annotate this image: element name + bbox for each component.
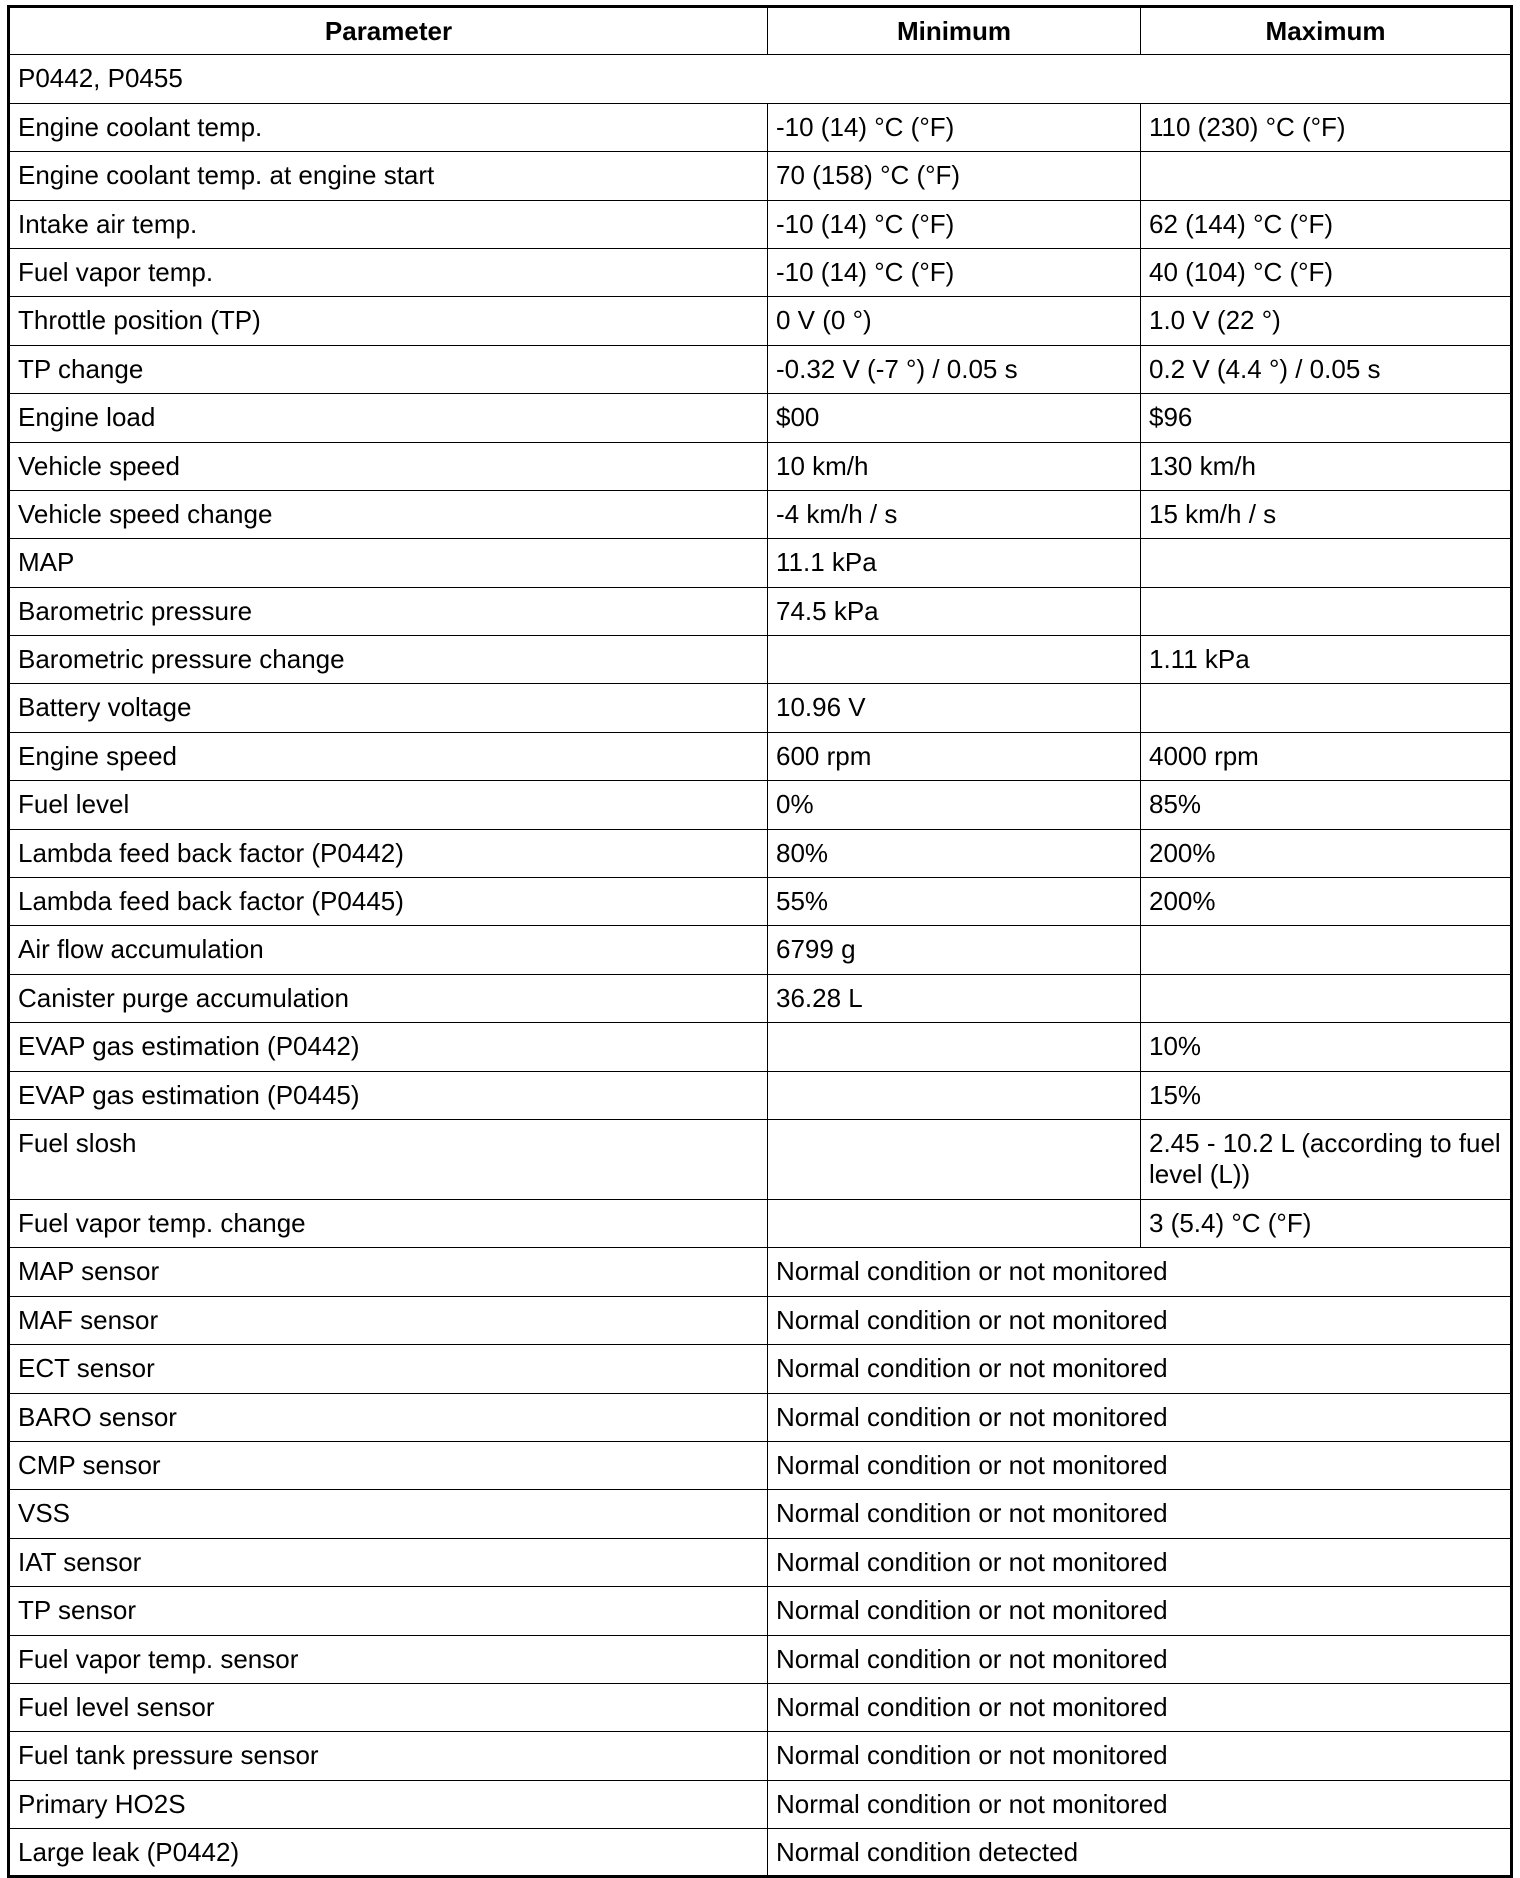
table-row	[9, 1119, 1512, 1199]
table-header-row	[9, 7, 1512, 55]
table-row	[9, 1441, 1512, 1489]
cell-maximum: 4000 rpm	[1141, 732, 1512, 780]
cell-parameter: Vehicle speed	[9, 442, 768, 490]
cell-parameter: Barometric pressure change	[9, 636, 768, 684]
cell-parameter: Engine speed	[9, 732, 768, 780]
cell-maximum	[1141, 539, 1512, 587]
cell-maximum: 130 km/h	[1141, 442, 1512, 490]
header-maximum: Maximum	[1141, 7, 1512, 55]
table-row	[9, 684, 1512, 732]
cell-minimum	[768, 1071, 1141, 1119]
cell-maximum: 10%	[1141, 1023, 1512, 1071]
cell-parameter: MAF sensor	[9, 1296, 768, 1344]
cell-status: Normal condition or not monitored	[768, 1490, 1512, 1538]
cell-maximum: 2.45 - 10.2 L (according to fuel level (L))	[1141, 1119, 1512, 1199]
cell-parameter: Lambda feed back factor (P0442)	[9, 829, 768, 877]
cell-parameter: EVAP gas estimation (P0442)	[9, 1023, 768, 1071]
cell-parameter: Fuel level sensor	[9, 1683, 768, 1731]
cell-minimum	[768, 1023, 1141, 1071]
cell-minimum: 11.1 kPa	[768, 539, 1141, 587]
table-row	[9, 732, 1512, 780]
table-row	[9, 1538, 1512, 1586]
cell-minimum: 36.28 L	[768, 974, 1141, 1022]
table-row	[9, 1732, 1512, 1780]
table-row	[9, 1635, 1512, 1683]
cell-maximum: 1.0 V (22 °)	[1141, 297, 1512, 345]
cell-parameter: BARO sensor	[9, 1393, 768, 1441]
cell-minimum: -10 (14) °C (°F)	[768, 248, 1141, 296]
cell-minimum: -4 km/h / s	[768, 490, 1141, 538]
table-row	[9, 248, 1512, 296]
cell-maximum	[1141, 926, 1512, 974]
parameter-table	[7, 5, 1513, 1878]
cell-maximum: 200%	[1141, 829, 1512, 877]
cell-parameter: MAP	[9, 539, 768, 587]
cell-maximum: 85%	[1141, 781, 1512, 829]
cell-maximum: $96	[1141, 394, 1512, 442]
cell-minimum	[768, 636, 1141, 684]
cell-parameter: MAP sensor	[9, 1248, 768, 1296]
cell-parameter: Large leak (P0442)	[9, 1829, 768, 1877]
cell-minimum: -0.32 V (-7 °) / 0.05 s	[768, 345, 1141, 393]
table-row	[9, 974, 1512, 1022]
cell-minimum: -10 (14) °C (°F)	[768, 200, 1141, 248]
cell-parameter: TP sensor	[9, 1587, 768, 1635]
cell-parameter: Fuel vapor temp.	[9, 248, 768, 296]
cell-minimum: 55%	[768, 878, 1141, 926]
cell-parameter: Canister purge accumulation	[9, 974, 768, 1022]
cell-status: Normal condition or not monitored	[768, 1780, 1512, 1828]
table-row	[9, 394, 1512, 442]
cell-maximum: 0.2 V (4.4 °) / 0.05 s	[1141, 345, 1512, 393]
table-row	[9, 297, 1512, 345]
cell-parameter: Fuel vapor temp. sensor	[9, 1635, 768, 1683]
cell-parameter: Engine coolant temp.	[9, 103, 768, 151]
table-row	[9, 1829, 1512, 1877]
cell-minimum: 10.96 V	[768, 684, 1141, 732]
cell-maximum	[1141, 587, 1512, 635]
cell-minimum: 6799 g	[768, 926, 1141, 974]
cell-parameter: Fuel tank pressure sensor	[9, 1732, 768, 1780]
cell-parameter: Battery voltage	[9, 684, 768, 732]
cell-parameter: TP change	[9, 345, 768, 393]
cell-maximum: 15 km/h / s	[1141, 490, 1512, 538]
table-row	[9, 490, 1512, 538]
cell-minimum	[768, 1199, 1141, 1247]
cell-maximum: 15%	[1141, 1071, 1512, 1119]
table-row	[9, 1071, 1512, 1119]
group-label: P0442, P0455	[9, 55, 1512, 103]
cell-parameter: Fuel vapor temp. change	[9, 1199, 768, 1247]
cell-parameter: Vehicle speed change	[9, 490, 768, 538]
table-row	[9, 878, 1512, 926]
cell-parameter: CMP sensor	[9, 1441, 768, 1489]
table-row	[9, 1296, 1512, 1344]
table-row	[9, 345, 1512, 393]
table-row	[9, 1199, 1512, 1247]
table-row	[9, 926, 1512, 974]
cell-status: Normal condition or not monitored	[768, 1393, 1512, 1441]
table-row	[9, 636, 1512, 684]
table-row	[9, 442, 1512, 490]
table-row	[9, 1490, 1512, 1538]
cell-minimum: 600 rpm	[768, 732, 1141, 780]
table-row	[9, 1683, 1512, 1731]
table-row	[9, 103, 1512, 151]
cell-minimum: 0 V (0 °)	[768, 297, 1141, 345]
table-row	[9, 829, 1512, 877]
table-row	[9, 1393, 1512, 1441]
header-parameter: Parameter	[9, 7, 768, 55]
cell-minimum: 70 (158) °C (°F)	[768, 152, 1141, 200]
table-row	[9, 781, 1512, 829]
cell-status: Normal condition or not monitored	[768, 1732, 1512, 1780]
cell-parameter: Engine load	[9, 394, 768, 442]
table-body	[9, 55, 1512, 1877]
table-row	[9, 539, 1512, 587]
table-row	[9, 200, 1512, 248]
cell-minimum: 0%	[768, 781, 1141, 829]
table-row	[9, 152, 1512, 200]
cell-parameter: Fuel slosh	[9, 1119, 768, 1199]
cell-minimum: 10 km/h	[768, 442, 1141, 490]
cell-maximum: 200%	[1141, 878, 1512, 926]
cell-parameter: Barometric pressure	[9, 587, 768, 635]
cell-status: Normal condition or not monitored	[768, 1683, 1512, 1731]
cell-parameter: Air flow accumulation	[9, 926, 768, 974]
cell-parameter: Primary HO2S	[9, 1780, 768, 1828]
table-row	[9, 1345, 1512, 1393]
cell-maximum: 62 (144) °C (°F)	[1141, 200, 1512, 248]
cell-status: Normal condition or not monitored	[768, 1635, 1512, 1683]
cell-maximum: 3 (5.4) °C (°F)	[1141, 1199, 1512, 1247]
header-minimum: Minimum	[768, 7, 1141, 55]
table-row	[9, 1780, 1512, 1828]
cell-parameter: Fuel level	[9, 781, 768, 829]
cell-minimum: -10 (14) °C (°F)	[768, 103, 1141, 151]
cell-minimum: 80%	[768, 829, 1141, 877]
cell-minimum: $00	[768, 394, 1141, 442]
table-row	[9, 1587, 1512, 1635]
cell-parameter: Intake air temp.	[9, 200, 768, 248]
cell-maximum: 1.11 kPa	[1141, 636, 1512, 684]
cell-parameter: EVAP gas estimation (P0445)	[9, 1071, 768, 1119]
cell-status: Normal condition detected	[768, 1829, 1512, 1877]
cell-status: Normal condition or not monitored	[768, 1248, 1512, 1296]
cell-parameter: Throttle position (TP)	[9, 297, 768, 345]
group-label-row	[9, 55, 1512, 103]
table-row	[9, 587, 1512, 635]
cell-status: Normal condition or not monitored	[768, 1538, 1512, 1586]
cell-maximum: 110 (230) °C (°F)	[1141, 103, 1512, 151]
cell-maximum	[1141, 684, 1512, 732]
cell-parameter: ECT sensor	[9, 1345, 768, 1393]
cell-status: Normal condition or not monitored	[768, 1296, 1512, 1344]
cell-maximum	[1141, 152, 1512, 200]
cell-maximum	[1141, 974, 1512, 1022]
cell-status: Normal condition or not monitored	[768, 1587, 1512, 1635]
document-page	[7, 5, 1510, 1878]
cell-maximum: 40 (104) °C (°F)	[1141, 248, 1512, 296]
cell-status: Normal condition or not monitored	[768, 1345, 1512, 1393]
cell-parameter: IAT sensor	[9, 1538, 768, 1586]
cell-status: Normal condition or not monitored	[768, 1441, 1512, 1489]
cell-parameter: Lambda feed back factor (P0445)	[9, 878, 768, 926]
cell-parameter: VSS	[9, 1490, 768, 1538]
cell-parameter: Engine coolant temp. at engine start	[9, 152, 768, 200]
table-row	[9, 1023, 1512, 1071]
cell-minimum: 74.5 kPa	[768, 587, 1141, 635]
cell-minimum	[768, 1119, 1141, 1199]
table-row	[9, 1248, 1512, 1296]
